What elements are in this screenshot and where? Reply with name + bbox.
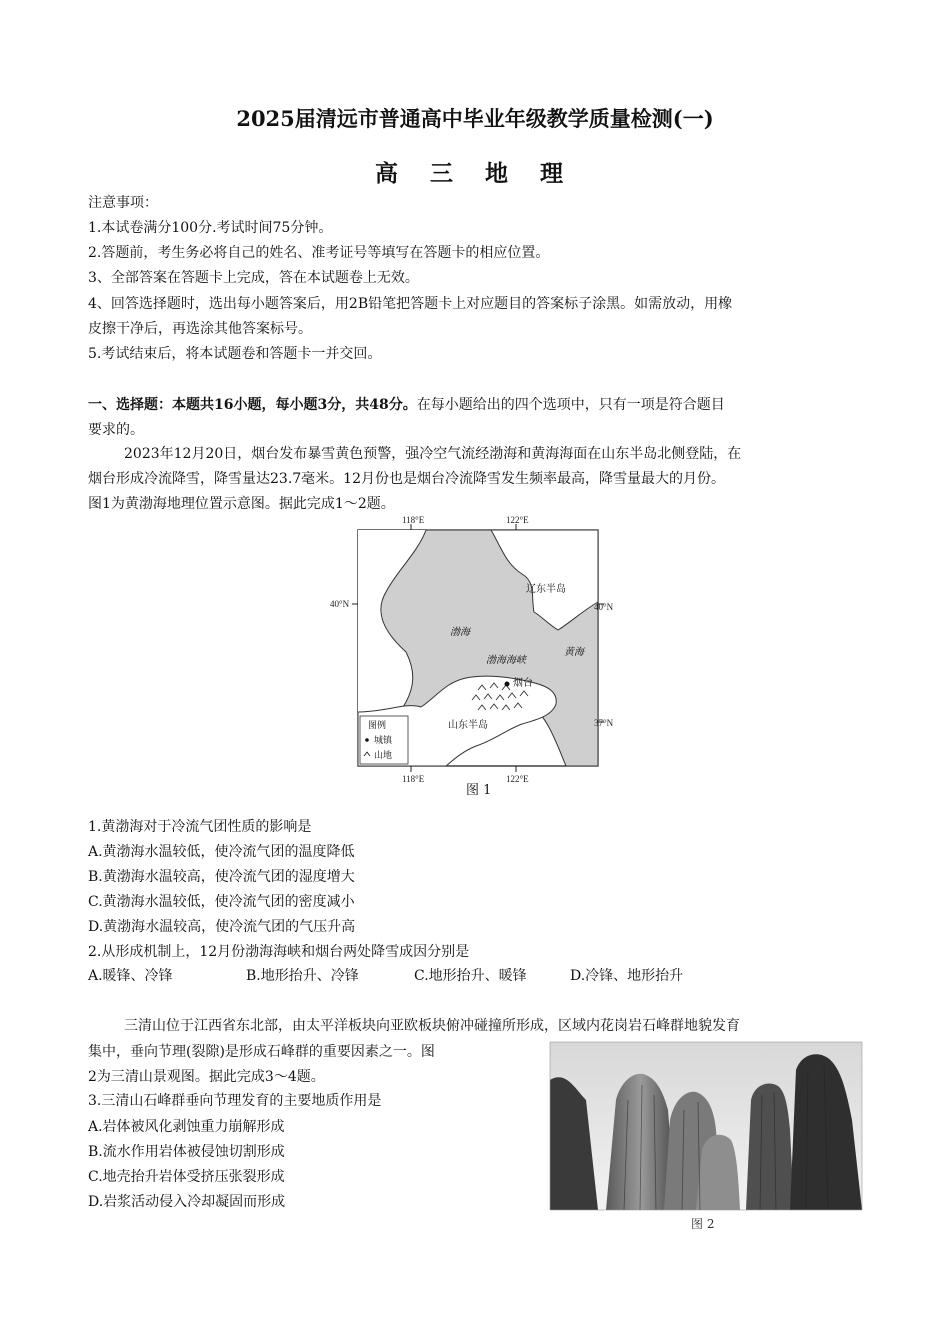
section-heading <box>88 395 725 415</box>
q2-option-a: A.暖锋、冷锋 <box>88 968 173 984</box>
section-heading-line2: 要求的。 <box>88 422 144 438</box>
label-shandong: 山东半岛 <box>448 720 488 731</box>
q1-option-b: B.黄渤海水温较高，使冷流气团的湿度增大 <box>88 869 355 885</box>
passage2-line: 三清山位于江西省东北部，由太平洋板块向亚欧板块俯冲碰撞所形成，区域内花岗岩石峰群地貌发育 <box>124 1018 740 1034</box>
subject-title: 高 三 地 理 <box>374 160 576 187</box>
notice-item: 4、回答选择题时，选出每小题答案后，用2B铅笔把答题卡上对应题目的答案标子涂黑。如需放动，用橡 <box>88 296 733 312</box>
q3-option-a: A.岩体被风化剥蚀重力崩解形成 <box>88 1119 285 1135</box>
passage1-line: 图1为黄渤海地理位置示意图。据此完成1～2题。 <box>88 496 395 512</box>
figure2-caption: 图 2 <box>691 1217 715 1231</box>
lat-label-left: 40°N <box>330 599 350 609</box>
lat-label-right: 40°N <box>594 602 614 612</box>
notice-item: 皮擦干净后，再选涂其他答案标号。 <box>88 321 312 337</box>
passage2-line: 2为三清山景观图。据此完成3～4题。 <box>88 1069 325 1085</box>
q1-stem: 1.黄渤海对于冷流气团性质的影响是 <box>88 819 312 835</box>
label-yantai: 烟台 <box>513 678 533 689</box>
lon-label-top-left: 118°E <box>402 515 425 525</box>
section-heading-bold: 一、选择题：本题共16小题，每小题3分，共48分。 <box>88 397 417 413</box>
notice-item: 5.考试结束后，将本试题卷和答题卡一并交回。 <box>88 346 382 362</box>
lon-label-bottom-left: 118°E <box>402 774 425 784</box>
legend-city-dot <box>365 738 369 742</box>
label-bohai: 渤海 <box>450 627 470 638</box>
q1-option-a: A.黄渤海水温较低，使冷流气团的温度降低 <box>88 844 355 860</box>
notice-item: 3、全部答案在答题卡上完成，答在本试题卷上无效。 <box>88 270 419 286</box>
lon-label-bottom-right: 122°E <box>506 774 529 784</box>
lon-label-top-right: 122°E <box>506 515 529 525</box>
lat-label-bottom-right: 37°N <box>594 718 614 728</box>
section-heading-rest: 在每小题给出的四个选项中，只有一项是符合题目 <box>416 397 725 413</box>
yantai-city-dot <box>505 682 510 687</box>
q1-option-d: D.黄渤海水温较高，使冷流气团的气压升高 <box>88 919 356 935</box>
passage2-line: 集中，垂向节理(裂隙)是形成石峰群的重要因素之一。图 <box>88 1044 435 1060</box>
figure2-photo <box>546 1040 866 1235</box>
q3-option-b: B.流水作用岩体被侵蚀切割形成 <box>88 1144 285 1160</box>
legend-mountain: 山地 <box>374 751 393 761</box>
q2-option-c: C.地形抬升、暖锋 <box>414 968 527 984</box>
label-liaodong: 辽东半岛 <box>526 584 566 595</box>
legend-title: 图例 <box>368 721 387 731</box>
exam-title: 2025届清远市普通高中毕业年级教学质量检测(一) <box>236 106 714 131</box>
q2-stem: 2.从形成机制上，12月份渤海海峡和烟台两处降雪成因分别是 <box>88 944 470 960</box>
figure1-map <box>326 512 616 797</box>
notice-heading: 注意事项： <box>88 195 158 211</box>
figure1-caption: 图 1 <box>466 783 492 797</box>
q3-stem: 3.三清山石峰群垂向节理发育的主要地质作用是 <box>88 1093 382 1109</box>
q3-option-d: D.岩浆活动侵入冷却凝固而形成 <box>88 1194 286 1210</box>
q2-option-b: B.地形抬升、冷锋 <box>246 968 359 984</box>
label-strait: 渤海海峡 <box>486 655 526 666</box>
legend-city: 城镇 <box>374 736 393 746</box>
passage1-line: 烟台形成冷流降雪，降雪量达23.7毫米。12月份也是烟台冷流降雪发生频率最高，降雪量最大的月份。 <box>88 471 725 487</box>
q2-option-d: D.冷锋、地形抬升 <box>570 968 684 984</box>
label-yellow-sea: 黄海 <box>564 647 584 658</box>
q3-option-c: C.地壳抬升岩体受挤压张裂形成 <box>88 1169 285 1185</box>
notice-item: 2.答题前，考生务必将自己的姓名、准考证号等填写在答题卡的相应位置。 <box>88 245 550 261</box>
q1-option-c: C.黄渤海水温较低，使冷流气团的密度减小 <box>88 894 355 910</box>
passage1-line: 2023年12月20日，烟台发布暴雪黄色预警，强冷空气流经渤海和黄海海面在山东半岛北侧登陆，在 <box>124 446 742 462</box>
notice-item: 1.本试卷满分100分.考试时间75分钟。 <box>88 220 333 236</box>
